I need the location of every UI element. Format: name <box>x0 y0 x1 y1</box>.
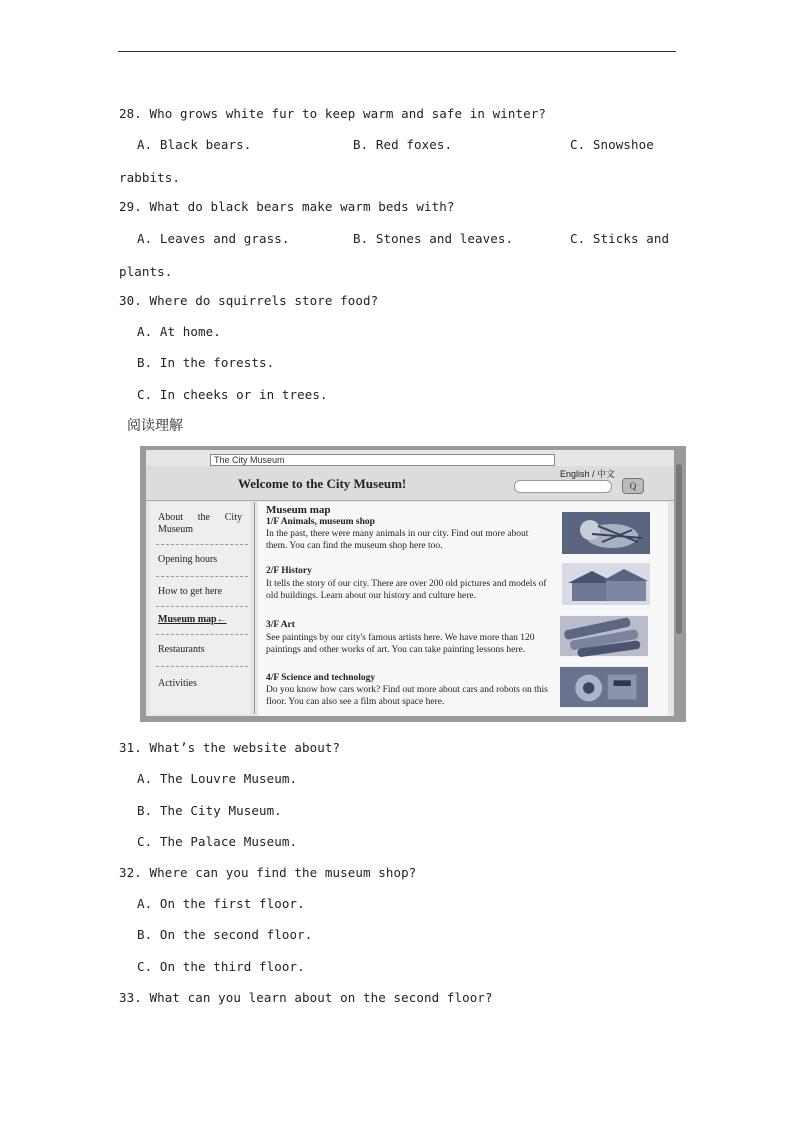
sidebar-divider <box>156 544 248 545</box>
sidebar-item-museum-map: Museum map← <box>158 614 227 625</box>
tiger-photo <box>562 512 650 554</box>
floor-3-text: See paintings by our city's famous artists here. We have more than 120 paintings and other works of art. You can take painting lessons here. <box>266 633 535 655</box>
website-header <box>146 466 674 501</box>
question-28-stem: 28. Who grows white fur to keep warm and safe in winter? <box>119 106 547 121</box>
floor-3-heading: 3/F Art <box>266 620 295 630</box>
museum-website-screenshot <box>140 446 686 722</box>
sidebar-item-about: About the City Museum <box>158 512 242 535</box>
question-30-option-b[interactable]: B. In the forests. <box>137 355 275 370</box>
floor-1-text: In the past, there were many animals in our city. Find out more about them. You can find the museum shop here too. <box>266 529 529 551</box>
question-28-option-b[interactable]: B. Red foxes. <box>353 137 453 152</box>
sidebar-item-directions: How to get here <box>158 586 223 597</box>
question-29-stem: 29. What do black bears make warm beds with? <box>119 199 455 214</box>
search-input <box>514 480 612 493</box>
question-30-option-c[interactable]: C. In cheeks or in trees. <box>137 387 328 402</box>
website-window <box>146 450 674 716</box>
museum-map-title: Museum map <box>266 504 331 516</box>
question-33-stem: 33. What can you learn about on the second floor? <box>119 990 493 1005</box>
question-31-option-b[interactable]: B. The City Museum. <box>137 803 282 818</box>
sidebar-divider <box>156 606 248 607</box>
question-28-option-c[interactable]: C. Snowshoe <box>570 137 654 152</box>
floor-1-heading: 1/F Animals, museum shop <box>266 517 375 527</box>
question-31-option-c[interactable]: C. The Palace Museum. <box>137 834 298 849</box>
robot-photo <box>560 666 648 708</box>
question-29-option-a[interactable]: A. Leaves and grass. <box>137 231 290 246</box>
search-icon: Q <box>622 478 644 494</box>
sidebar-border <box>254 502 255 714</box>
question-32-option-a[interactable]: A. On the first floor. <box>137 896 305 911</box>
question-29-option-c[interactable]: C. Sticks and <box>570 231 670 246</box>
sidebar-divider <box>156 634 248 635</box>
question-29-option-b[interactable]: B. Stones and leaves. <box>353 231 514 246</box>
question-28-option-c-wrap: rabbits. <box>119 170 181 185</box>
scrollbar <box>676 464 682 634</box>
museum-map-panel <box>258 502 668 716</box>
floor-4-heading: 4/F Science and technology <box>266 673 376 683</box>
question-32-option-c[interactable]: C. On the third floor. <box>137 959 305 974</box>
sidebar-item-restaurants: Restaurants <box>158 644 205 655</box>
header-rule <box>118 51 676 52</box>
section-title: 阅读理解 <box>127 418 183 434</box>
language-switch: English / 中文 <box>560 469 616 479</box>
question-30-option-a[interactable]: A. At home. <box>137 324 221 339</box>
question-32-option-b[interactable]: B. On the second floor. <box>137 927 313 942</box>
old-buildings-photo <box>562 563 650 605</box>
question-28-option-a[interactable]: A. Black bears. <box>137 137 252 152</box>
sidebar-divider <box>156 666 248 667</box>
question-32-stem: 32. Where can you find the museum shop? <box>119 865 417 880</box>
question-30-stem: 30. Where do squirrels store food? <box>119 293 379 308</box>
question-29-option-c-wrap: plants. <box>119 264 173 279</box>
website-title: Welcome to the City Museum! <box>238 476 407 491</box>
question-31-stem: 31. What’s the website about? <box>119 740 341 755</box>
sidebar-item-activities: Activities <box>158 678 197 689</box>
floor-2-heading: 2/F History <box>266 566 312 576</box>
paint-tubes-photo <box>560 615 648 657</box>
question-31-option-a[interactable]: A. The Louvre Museum. <box>137 771 298 786</box>
address-bar: The City Museum <box>210 454 555 466</box>
website-sidebar <box>150 502 250 714</box>
floor-4-text: Do you know how cars work? Find out more about cars and robots on this floor. You can also see a film about space here. <box>266 685 548 707</box>
sidebar-divider <box>156 576 248 577</box>
floor-2-text: It tells the story of our city. There are over 200 old pictures and models of old buildings. Learn about our history and culture here. <box>266 579 547 601</box>
sidebar-item-opening-hours: Opening hours <box>158 554 218 565</box>
